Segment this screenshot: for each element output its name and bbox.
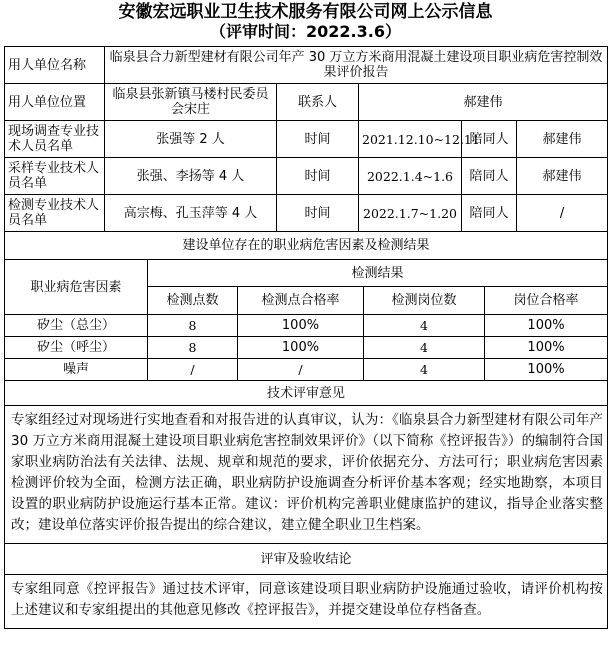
review-text: 专家组经过对现场进行实地查看和对报告进的认真审议，认为：《临泉县合力新型建材有限公司年产 30 万立方米商用混凝土建设项目职业病危害控制效果评价》（以下简称《控评报告》）的编制符合国家职业病防治法有关法律、法规、规章和规范的要求，评价依据充分、方法可行；职业病危害因素检测评价较为全面，检测方法正确，职业病防护设施调查分析评价基本客观；经实地勘察，本项目设置的职业病防护设施运行基本正常。建议：评价机构完善职业健康监护的建议，指导企业落实整改；建设单位落实评价报告提出的综合建议，建立健全职业卫生档案。 xyxy=(5,406,608,544)
hazard-row xyxy=(5,315,608,337)
employer-name-label: 用人单位名称 xyxy=(5,47,105,84)
hazard-point-rate: / xyxy=(238,359,364,381)
time-label: 时间 xyxy=(277,195,359,232)
companion-label: 陪同人 xyxy=(462,158,517,195)
review-title: 技术评审意见 xyxy=(5,381,608,406)
hazard-post-rate: 100% xyxy=(485,337,608,359)
time-label: 时间 xyxy=(277,158,359,195)
staff-time: 2022.1.4~1.6 xyxy=(359,158,462,195)
hazard-factor: 矽尘（呼尘） xyxy=(5,337,148,359)
staff-label: 采样专业技术人员名单 xyxy=(5,158,105,195)
employer-name-value: 临泉县合力新型建材有限公司年产 30 万立方米商用混凝土建设项目职业病危害控制效果评价报告 xyxy=(105,47,608,84)
time-label: 时间 xyxy=(277,121,359,158)
staff-row xyxy=(5,195,608,232)
hazard-row xyxy=(5,337,608,359)
factor-header: 职业病危害因素 xyxy=(5,260,148,315)
companion-value: 郝建伟 xyxy=(517,121,608,158)
hazard-factor: 噪声 xyxy=(5,359,148,381)
hazard-point-rate: 100% xyxy=(238,315,364,337)
hazard-factor: 矽尘（总尘） xyxy=(5,315,148,337)
hazard-posts: 4 xyxy=(364,315,485,337)
employer-location-label: 用人单位位置 xyxy=(5,84,105,121)
staff-time: 2021.12.10~12.11 xyxy=(359,121,462,158)
conclusion-title: 评审及验收结论 xyxy=(5,544,608,575)
staff-label: 检测专业技术人员名单 xyxy=(5,195,105,232)
hazard-post-rate: 100% xyxy=(485,359,608,381)
column-header: 检测点合格率 xyxy=(238,287,364,315)
contact-value: 郝建伟 xyxy=(359,84,608,121)
staff-row xyxy=(5,158,608,195)
column-header: 检测岗位数 xyxy=(364,287,485,315)
hazard-post-rate: 100% xyxy=(485,315,608,337)
review-date: （评审时间：2022.3.6） xyxy=(210,22,401,41)
column-header: 检测点数 xyxy=(148,287,238,315)
staff-names: 张强、李扬等 4 人 xyxy=(105,158,277,195)
employer-location-value: 临泉县张新镇马楼村民委员会宋庄 xyxy=(105,84,277,121)
staff-row xyxy=(5,121,608,158)
hazard-points: / xyxy=(148,359,238,381)
hazard-posts: 4 xyxy=(364,359,485,381)
page-title: 安徽宏远职业卫生技术服务有限公司网上公示信息 xyxy=(118,2,493,22)
hazard-point-rate: 100% xyxy=(238,337,364,359)
companion-label: 陪同人 xyxy=(462,121,517,158)
hazard-points: 8 xyxy=(148,315,238,337)
column-header: 岗位合格率 xyxy=(485,287,608,315)
conclusion-text: 专家组同意《控评报告》通过技术评审，同意该建设项目职业病防护设施通过验收，请评价机构按上述建议和专家组提出的其他意见修改《控评报告》，并提交建设单位存档备查。 xyxy=(5,575,608,629)
employer-name-row xyxy=(5,47,608,84)
disclosure-table xyxy=(4,46,608,260)
results-header: 检测结果 xyxy=(148,260,608,287)
hazard-row xyxy=(5,359,608,381)
contact-label: 联系人 xyxy=(277,84,359,121)
hazards-section-title: 建设单位存在的职业病危害因素及检测结果 xyxy=(5,232,608,260)
hazard-results-table xyxy=(4,259,608,629)
companion-value: 郝建伟 xyxy=(517,158,608,195)
companion-label: 陪同人 xyxy=(462,195,517,232)
hazard-posts: 4 xyxy=(364,337,485,359)
hazard-points: 8 xyxy=(148,337,238,359)
staff-names: 高宗梅、孔玉萍等 4 人 xyxy=(105,195,277,232)
staff-time: 2022.1.7~1.20 xyxy=(359,195,462,232)
companion-value: / xyxy=(517,195,608,232)
staff-label: 现场调查专业技术人员名单 xyxy=(5,121,105,158)
employer-location-row xyxy=(5,84,608,121)
staff-names: 张强等 2 人 xyxy=(105,121,277,158)
